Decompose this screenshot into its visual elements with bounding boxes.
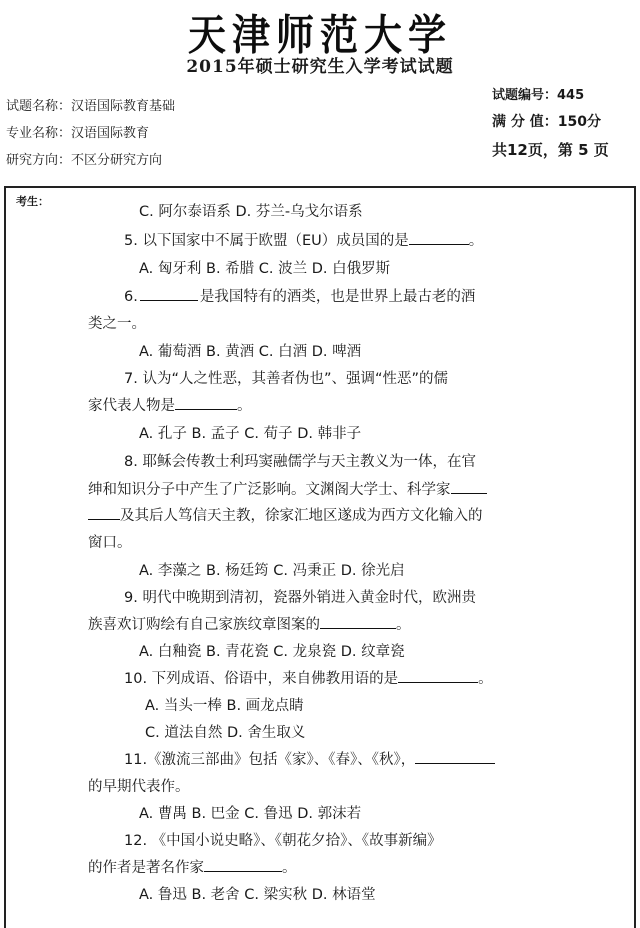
q8-stem: 8. 耶稣会传教士利玛窦融儒学与天主教义为一体，在官 — [124, 454, 476, 470]
q12-blank — [204, 870, 282, 872]
q10-options-ab: A. 当头一棒 B. 画龙点睛 — [145, 698, 304, 714]
q11-text: 11.《激流三部曲》包括《家》、《春》、《秋》， — [124, 752, 416, 768]
q8-stem-cont1 — [88, 478, 487, 499]
q6-text: 是我国特有的酒类，也是世界上最古老的酒 — [199, 289, 476, 305]
q7-options: A. 孔子 B. 孟子 C. 荀子 D. 韩非子 — [139, 426, 362, 442]
q9-blank — [320, 627, 396, 629]
subject-name: 试题名称：汉语国际教育基础 — [6, 99, 176, 114]
q9-end: 。 — [396, 617, 411, 633]
q11-stem — [124, 748, 495, 769]
q12-text: 的作者是著名作家 — [88, 860, 204, 876]
q11-blank-a — [415, 762, 495, 764]
exam-title: 2015年硕士研究生入学考试试题 — [186, 57, 454, 77]
q8-blank-a — [451, 492, 487, 494]
q12-stem: 12. 《中国小说史略》、《朝花夕拾》、《故事新编》 — [124, 833, 442, 849]
q12-stem-cont — [88, 856, 297, 877]
q6-blank — [140, 299, 198, 301]
q12-options: A. 鲁迅 B. 老舍 C. 梁实秋 D. 林语堂 — [139, 887, 376, 903]
q5-options: A. 匈牙利 B. 希腊 C. 波兰 D. 白俄罗斯 — [139, 261, 391, 277]
q9-stem: 9. 明代中晚期到清初，瓷器外销进入黄金时代，欧洲贵 — [124, 590, 476, 606]
q11-text-2: 的早期代表作。 — [88, 779, 190, 795]
q8-options: A. 李藻之 B. 杨廷筠 C. 冯秉正 D. 徐光启 — [139, 563, 405, 579]
q12-end: 。 — [282, 860, 297, 876]
frame-label: 考生： — [16, 195, 49, 208]
research-direction: 研究方向：不区分研究方向 — [6, 153, 163, 168]
school-name: 天津师范大学 — [187, 10, 452, 60]
q10-text: 10. 下列成语、俗语中，来自佛教用语的是 — [124, 671, 399, 687]
q10-options-cd: C. 道法自然 D. 舍生取义 — [145, 725, 306, 741]
q5-stem — [124, 229, 483, 250]
full-score: 满 分 值：150分 — [492, 114, 601, 130]
q8-blank-b — [88, 518, 120, 520]
q7-end: 。 — [237, 398, 252, 414]
q7-stem-cont — [88, 394, 252, 415]
page-indicator: 共12页，第 5 页 — [492, 141, 609, 159]
q5-blank — [409, 243, 469, 245]
q10-end: 。 — [478, 671, 493, 687]
q9-stem-cont — [88, 613, 411, 634]
q8-text-2: 及其后人笃信天主教，徐家汇地区遂成为西方文化输入的 — [120, 508, 483, 524]
q8-stem-cont3: 窗口。 — [88, 535, 132, 551]
q5-text: 5. 以下国家中不属于欧盟（EU）成员国的是 — [124, 233, 409, 249]
q7-blank — [175, 408, 237, 410]
major-name: 专业名称：汉语国际教育 — [6, 126, 150, 141]
q7-text: 家代表人物是 — [88, 398, 175, 414]
q9-text: 族喜欢订购绘有自己家族纹章图案的 — [88, 617, 320, 633]
q5-end: 。 — [468, 233, 484, 249]
q7-stem: 7. 认为“人之性恶，其善者伪也”、强调“性恶”的儒 — [124, 371, 448, 387]
q4-options-cd: C. 阿尔泰语系 D. 芬兰-乌戈尔语系 — [139, 204, 363, 220]
q6-stem — [124, 285, 475, 306]
q10-blank — [398, 681, 478, 683]
q10-stem — [124, 667, 493, 688]
q11-stem-cont — [88, 775, 190, 796]
q6-number: 6. — [124, 289, 138, 305]
q8-stem-cont2 — [88, 504, 483, 525]
q9-options: A. 白釉瓷 B. 青花瓷 C. 龙泉瓷 D. 纹章瓷 — [139, 644, 405, 660]
q8-text-1: 绅和知识分子中产生了广泛影响。文渊阁大学士、科学家 — [88, 482, 451, 498]
q11-options: A. 曹禺 B. 巴金 C. 鲁迅 D. 郭沫若 — [139, 806, 362, 822]
q6-stem-cont: 类之一。 — [88, 316, 146, 332]
exam-code: 试题编号：445 — [492, 88, 585, 103]
q6-options: A. 葡萄酒 B. 黄酒 C. 白酒 D. 啤酒 — [139, 344, 362, 360]
